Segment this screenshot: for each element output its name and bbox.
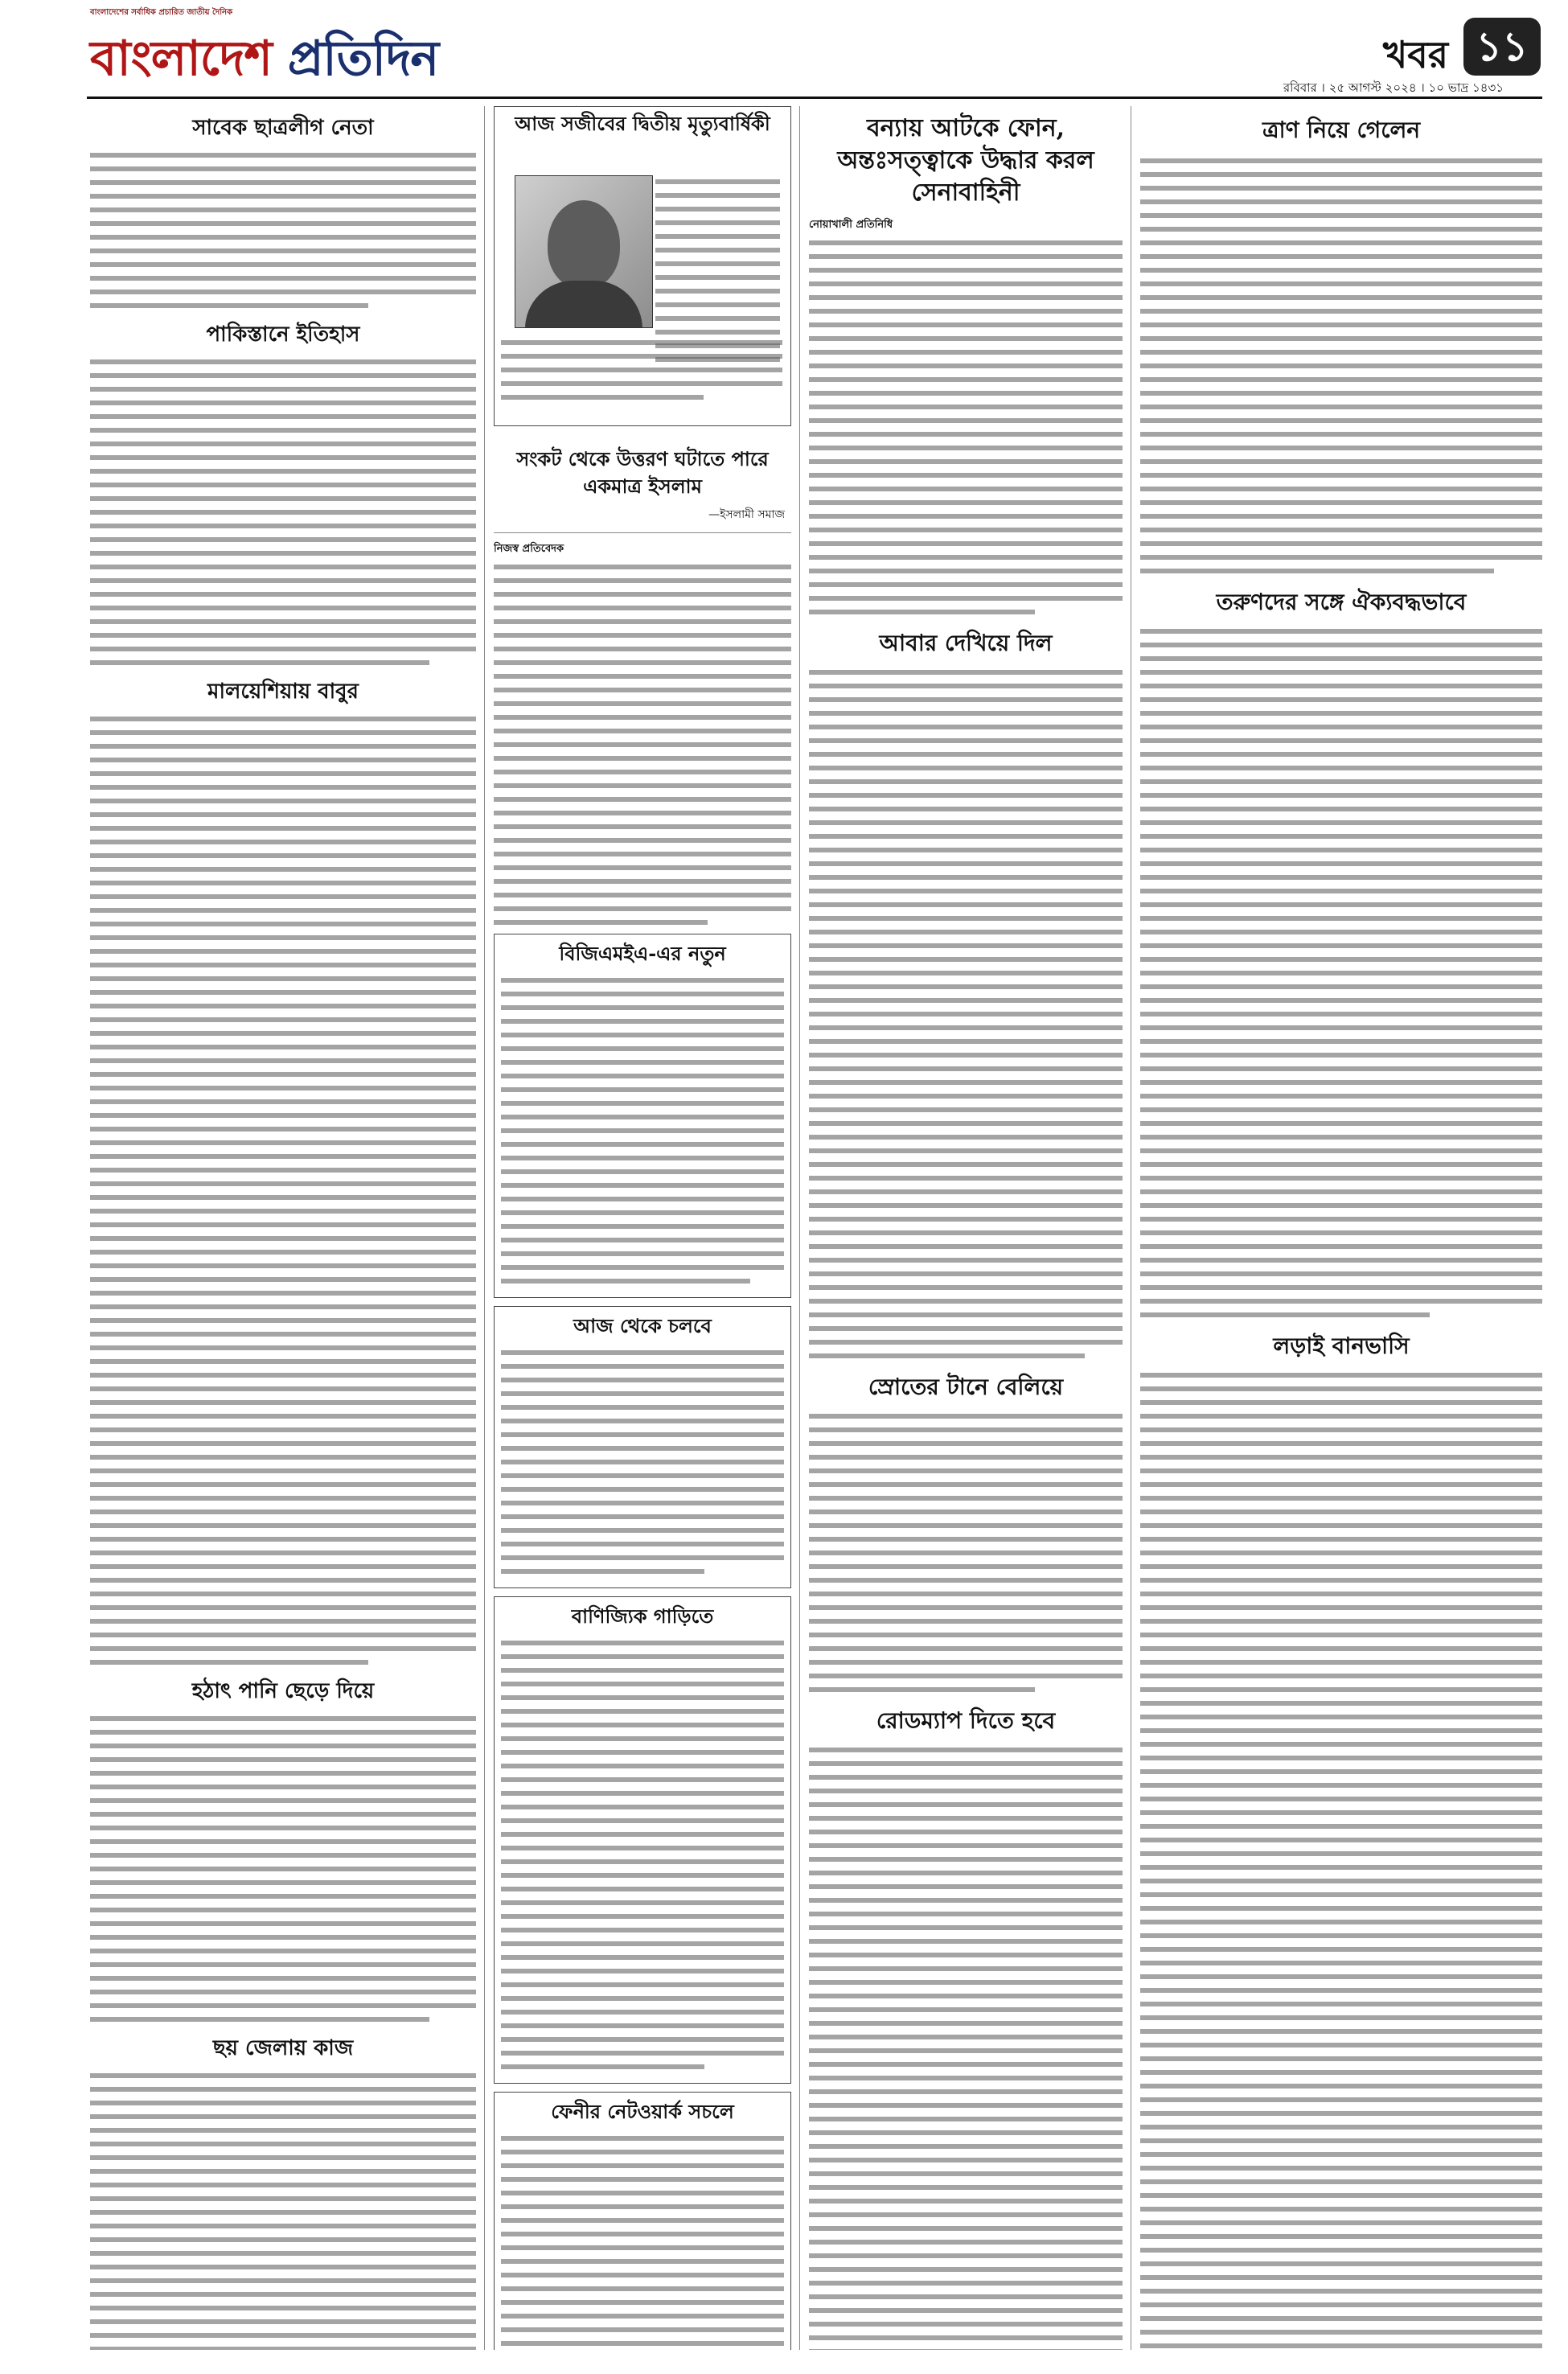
- signature: —ইসলামী সমাজ: [708, 508, 785, 521]
- article-box: [494, 934, 791, 1298]
- newspaper-logo: [90, 32, 438, 85]
- article-body: [494, 565, 791, 925]
- column-divider: [799, 106, 800, 2350]
- portrait-photo: [515, 175, 653, 328]
- column-2: [494, 106, 791, 2350]
- column-3: [809, 106, 1123, 2350]
- headline: রোডম্যাপ দিতে হবে: [876, 1707, 1056, 1734]
- masthead: [0, 0, 1568, 95]
- column-1: [90, 106, 476, 2350]
- article-body: [501, 978, 784, 1284]
- headline: হঠাৎ পানি ছেড়ে দিয়ে: [191, 1679, 375, 1703]
- headline: আবার দেখিয়ে দিল: [879, 630, 1053, 656]
- logo-part-2: প্রতিদিন: [287, 31, 439, 87]
- article-body: [90, 1716, 476, 2022]
- article-body: [1140, 158, 1542, 573]
- column-divider: [484, 106, 485, 2350]
- article-body: [501, 1641, 784, 2069]
- column-4: [1140, 106, 1542, 2350]
- headline: ফেনীর নেটওয়ার্ক সচলে: [551, 2100, 734, 2123]
- headline: মালয়েশিয়ায় বাবুর: [207, 680, 359, 704]
- article-body: [501, 1350, 784, 1574]
- dateline: রবিবার । ২৫ আগস্ট ২০২৪ । ১০ ভাদ্র ১৪৩১: [1283, 80, 1504, 95]
- article-body: [90, 2073, 476, 2350]
- page-number-badge: ১১: [1463, 18, 1541, 76]
- headline: বাণিজ্যিক গাড়িতে: [571, 1604, 714, 1628]
- lead-headline: বন্যায় আটকে ফোন, অন্তঃসত্ত্বাকে উদ্ধার করল সেনাবাহিনী: [837, 114, 1094, 207]
- article-body: [90, 153, 476, 308]
- article-body: [1140, 1373, 1542, 2350]
- article-body: [809, 1748, 1123, 2350]
- article-box: [494, 1306, 791, 1588]
- headline: ছয় জেলায় কাজ: [212, 2036, 354, 2060]
- article-body: [809, 1414, 1123, 1692]
- headline: তরুণদের সঙ্গে ঐক্যবদ্ধভাবে: [1216, 589, 1467, 615]
- headline: স্রোতের টানে বেলিয়ে: [868, 1374, 1064, 1400]
- logo-part-1: বাংলাদেশ: [90, 31, 288, 87]
- article-box: [494, 2092, 791, 2350]
- headline: সাবেক ছাত্রলীগ নেতা: [192, 116, 374, 140]
- article-body: [501, 340, 782, 409]
- article-body: [90, 717, 476, 1665]
- headline: লড়াই বানভাসি: [1273, 1333, 1410, 1359]
- article-body: [1140, 629, 1542, 1317]
- section-name: খবর: [1383, 33, 1449, 76]
- article-body: [809, 670, 1123, 1358]
- article-body: [501, 2136, 784, 2350]
- masthead-rule: [87, 97, 1542, 99]
- headline: আজ সজীবের দ্বিতীয় মৃত্যুবার্ষিকী: [515, 112, 770, 135]
- headline: সংকট থেকে উত্তরণ ঘটাতে পারে একমাত্র ইসলাম: [516, 447, 769, 498]
- byline: নিজস্ব প্রতিবেদক: [494, 543, 564, 555]
- headline: পাকিস্তানে ইতিহাস: [206, 322, 360, 347]
- headline: আজ থেকে চলবে: [573, 1314, 712, 1337]
- headline: বিজিএমইএ-এর নতুন: [559, 942, 726, 965]
- article-body: [90, 359, 476, 665]
- logo-tagline: বাংলাদেশের সর্বাধিক প্রচারিত জাতীয় দৈনিক: [90, 8, 233, 17]
- byline: নোয়াখালী প্রতিনিধি: [809, 219, 893, 231]
- article-body: [809, 240, 1123, 614]
- article-box: [494, 1596, 791, 2084]
- headline: ত্রাণ নিয়ে গেলেন: [1262, 117, 1421, 143]
